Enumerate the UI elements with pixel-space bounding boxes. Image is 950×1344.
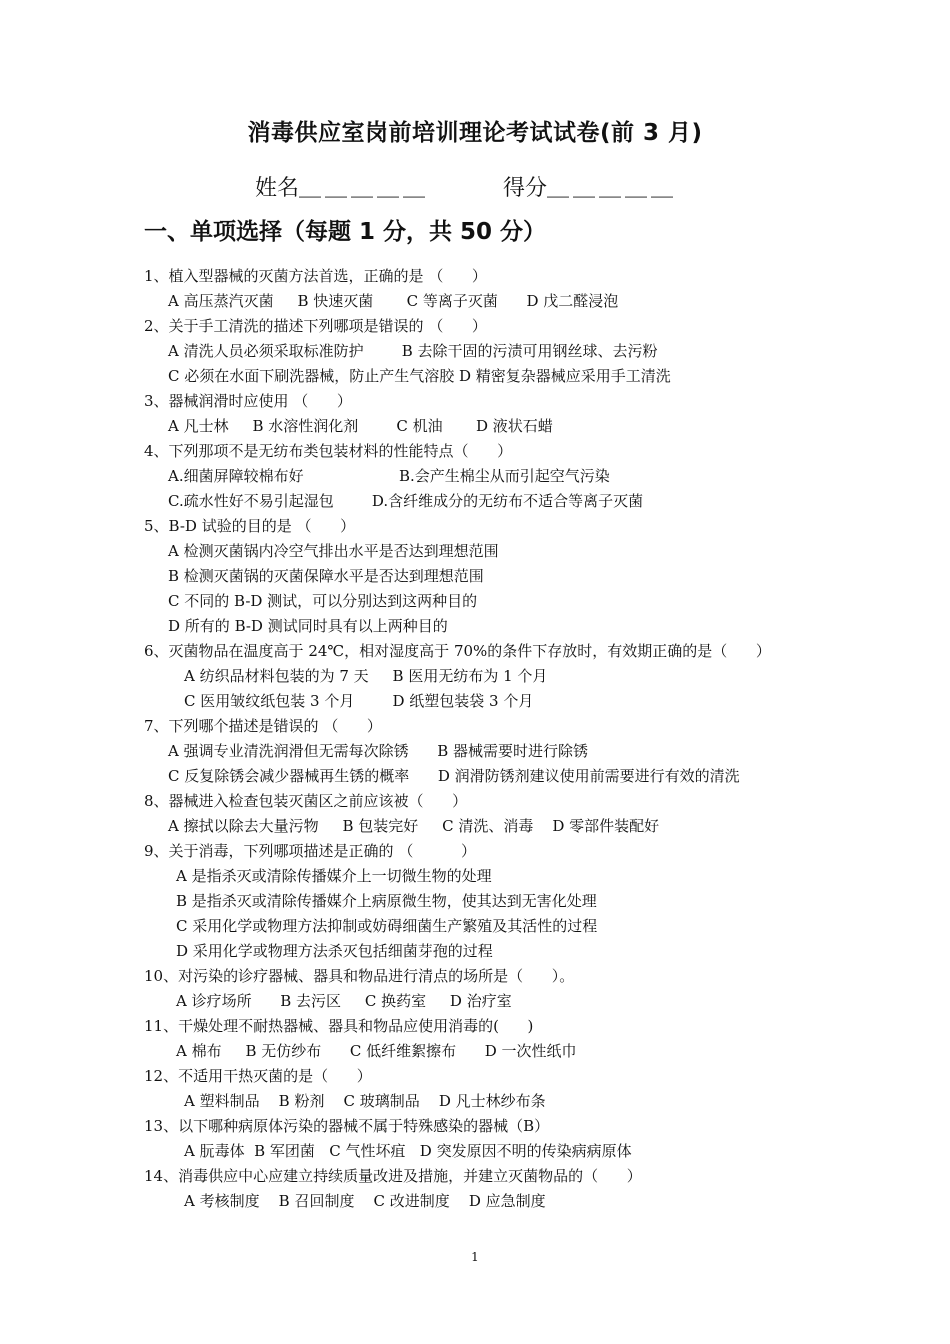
question-11-options: A 棉布 B 无仿纱布 C 低纤维絮擦布 D 一次性纸巾 xyxy=(176,1042,577,1060)
question-6-options: A 纺织品材料包装的为 7 天 B 医用无纺布为 1 个月 xyxy=(184,667,548,685)
question-7-options: C 反复除锈会减少器械再生锈的概率 D 润滑防锈剂建议使用前需要进行有效的清洗 xyxy=(168,767,740,785)
question-5: 5、B-D 试验的目的是 （ ） xyxy=(144,517,356,535)
score-field xyxy=(503,171,677,202)
question-5-option-a: A 检测灭菌锅内冷空气排出水平是否达到理想范围 xyxy=(168,542,499,560)
score-label: 得分 xyxy=(503,176,548,201)
page-number: 1 xyxy=(471,1250,479,1264)
question-7-options: A 强调专业清洗润滑但无需每次除锈 B 器械需要时进行除锈 xyxy=(168,742,589,760)
question-4-options: C.疏水性好不易引起湿包 D.含纤维成分的无纺布不适合等离子灭菌 xyxy=(168,492,644,510)
question-9-option-a: A 是指杀灭或清除传播媒介上一切微生物的处理 xyxy=(176,867,492,885)
question-12-options: A 塑料制品 B 粉剂 C 玻璃制品 D 凡士林纱布条 xyxy=(184,1092,546,1110)
question-2: 2、关于手工清洗的描述下列哪项是错误的 （ ） xyxy=(144,317,487,335)
question-14: 14、消毒供应中心应建立持续质量改进及措施，并建立灭菌物品的（ ） xyxy=(144,1167,642,1185)
question-3-options: A 凡士林 B 水溶性润化剂 C 机油 D 液状石蜡 xyxy=(168,417,553,435)
question-10-options: A 诊疗场所 B 去污区 C 换药室 D 治疗室 xyxy=(176,992,512,1010)
question-5-option-b: B 检测灭菌锅的灭菌保障水平是否达到理想范围 xyxy=(168,567,484,585)
question-4: 4、下列那项不是无纺布类包装材料的性能特点（ ） xyxy=(144,442,513,460)
question-14-options: A 考核制度 B 召回制度 C 改进制度 D 应急制度 xyxy=(184,1192,546,1210)
section-heading: 一、单项选择（每题 1 分，共 50 分） xyxy=(144,219,547,245)
question-9-option-c: C 采用化学或物理方法抑制或妨碍细菌生产繁殖及其活性的过程 xyxy=(176,917,598,935)
question-5-option-d: D 所有的 B-D 测试同时具有以上两种目的 xyxy=(168,617,448,635)
score-blank: ＿＿＿＿＿ xyxy=(547,176,678,201)
question-12: 12、不适用干热灭菌的是（ ） xyxy=(144,1067,372,1085)
question-13: 13、以下哪种病原体污染的器械不属于特殊感染的器械（B） xyxy=(144,1117,550,1135)
question-6-options: C 医用皱纹纸包装 3 个月 D 纸塑包装袋 3 个月 xyxy=(184,692,534,710)
question-7: 7、下列哪个描述是错误的 （ ） xyxy=(144,717,382,735)
exam-title: 消毒供应室岗前培训理论考试试卷(前 3 月) xyxy=(247,120,703,146)
question-4-options: A.细菌屏障较棉布好 B.会产生棉尘从而引起空气污染 xyxy=(168,467,610,485)
name-blank: ＿＿＿＿＿ xyxy=(299,176,430,201)
question-8: 8、器械进入检查包装灭菌区之前应该被（ ） xyxy=(144,792,468,810)
question-13-options: A 朊毒体 B 军团菌 C 气性坏疽 D 突发原因不明的传染病病原体 xyxy=(184,1142,632,1160)
question-9: 9、关于消毒，下列哪项描述是正确的 （ ） xyxy=(144,842,476,860)
question-6: 6、灭菌物品在温度高于 24℃，相对湿度高于 70%的条件下存放时，有效期正确的是（ ） xyxy=(144,642,771,660)
question-10: 10、对污染的诊疗器械、器具和物品进行清点的场所是（ ）。 xyxy=(144,967,575,985)
question-1: 1、植入型器械的灭菌方法首选，正确的是 （ ） xyxy=(144,267,487,285)
question-9-option-b: B 是指杀灭或清除传播媒介上病原微生物，使其达到无害化处理 xyxy=(176,892,597,910)
question-9-option-d: D 采用化学或物理方法杀灭包括细菌芽孢的过程 xyxy=(176,942,493,960)
name-label: 姓名 xyxy=(255,176,300,201)
name-field xyxy=(255,171,429,202)
question-2-options: C 必须在水面下刷洗器械，防止产生气溶胶 D 精密复杂器械应采用手工清洗 xyxy=(168,367,671,385)
question-2-options: A 清洗人员必须采取标准防护 B 去除干固的污渍可用钢丝球、去污粉 xyxy=(168,342,658,360)
question-8-options: A 擦拭以除去大量污物 B 包装完好 C 清洗、消毒 D 零部件装配好 xyxy=(168,817,660,835)
question-5-option-c: C 不同的 B-D 测试，可以分别达到这两种目的 xyxy=(168,592,478,610)
question-1-options: A 高压蒸汽灭菌 B 快速灭菌 C 等离子灭菌 D 戊二醛浸泡 xyxy=(168,292,619,310)
question-3: 3、器械润滑时应使用 （ ） xyxy=(144,392,352,410)
question-11: 11、干燥处理不耐热器械、器具和物品应使用消毒的( ) xyxy=(144,1017,534,1035)
